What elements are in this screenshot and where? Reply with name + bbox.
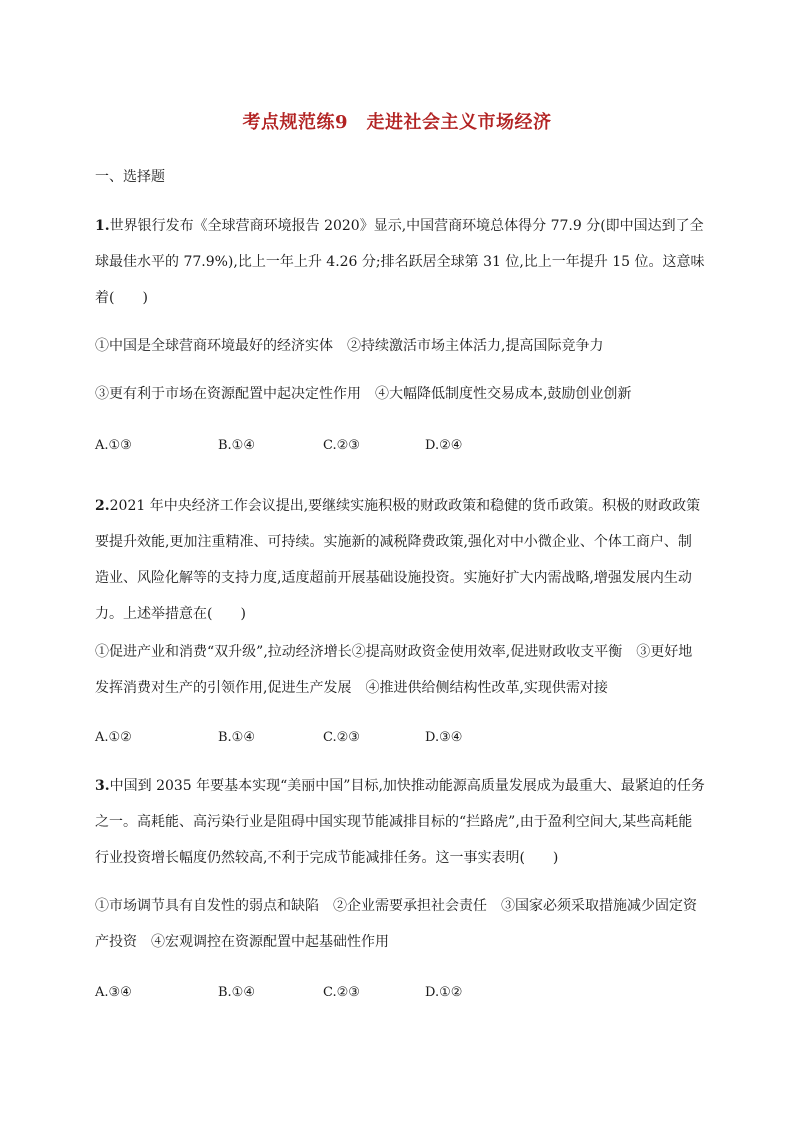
choice-b[interactable]: B.①④ [218, 730, 255, 745]
choice-d[interactable]: D.③④ [425, 730, 463, 745]
question-1-choices [95, 438, 705, 458]
choice-a[interactable]: A.③④ [95, 985, 132, 1000]
question-2-statements: ①促进产业和消费“双升级”,拉动经济增长②提高财政资金使用效率,促进财政收支平衡 ③更好地发挥消费对生产的引领作用,促进生产发展 ④推进供给侧结构性改革,实现供需对接 [95, 644, 693, 696]
question-3-choices [95, 985, 705, 1005]
choice-b[interactable]: B.①④ [218, 438, 255, 453]
page-title: 考点规范练9 走进社会主义市场经济 [242, 112, 552, 133]
question-number: 2. [95, 498, 110, 514]
choice-b[interactable]: B.①④ [218, 985, 255, 1000]
question-number: 1. [95, 218, 110, 234]
question-text: 中国到 2035 年要基本实现“美丽中国”目标,加快推动能源高质量发展成为最重大、最紧迫的任务之一。高耗能、高污染行业是阻碍中国实现节能减排目标的“拦路虎”,由于盈利空间大,某些高耗能行业投资增长幅度仍然较高,不利于完成节能减排任务。这一事实表明( ) [95, 778, 705, 866]
question-1-statement-line-1: ①中国是全球营商环境最好的经济实体 ②持续激活市场主体活力,提高国际竞争力 [95, 338, 604, 354]
choice-a[interactable]: A.①② [95, 730, 132, 745]
question-1-statement-line-2: ③更有利于市场在资源配置中起决定性作用 ④大幅降低制度性交易成本,鼓励创业创新 [95, 386, 632, 402]
section-heading: 一、选择题 [95, 169, 165, 185]
choice-a[interactable]: A.①③ [95, 438, 132, 453]
question-2-choices [95, 730, 705, 750]
question-3-statements: ①市场调节具有自发性的弱点和缺陷 ②企业需要承担社会责任 ③国家必须采取措施减少固定资产投资 ④宏观调控在资源配置中起基础性作用 [95, 898, 697, 950]
choice-c[interactable]: C.②③ [323, 985, 360, 1000]
choice-d[interactable]: D.①② [425, 985, 463, 1000]
choice-d[interactable]: D.②④ [425, 438, 463, 453]
choice-c[interactable]: C.②③ [323, 730, 360, 745]
choice-c[interactable]: C.②③ [323, 438, 360, 453]
question-2-stem [95, 488, 705, 632]
question-number: 3. [95, 778, 110, 794]
question-1-stem [95, 208, 705, 316]
question-3-stem [95, 768, 705, 876]
question-text: 2021 年中央经济工作会议提出,要继续实施积极的财政政策和稳健的货币政策。积极的财政政策要提升效能,更加注重精准、可持续。实施新的减税降费政策,强化对中小微企业、个体工商户、制造业、风险化解等的支持力度,适度超前开展基础设施投资。实施好扩大内需战略,增强发展内生动力。上述举措意在( ) [95, 498, 701, 622]
question-text: 世界银行发布《全球营商环境报告 2020》显示,中国营商环境总体得分 77.9 分(即中国达到了全球最佳水平的 77.9%),比上一年上升 4.26 分;排名跃居全球第 31 位,比上一年提升 15 位。这意味着( ) [95, 218, 705, 306]
